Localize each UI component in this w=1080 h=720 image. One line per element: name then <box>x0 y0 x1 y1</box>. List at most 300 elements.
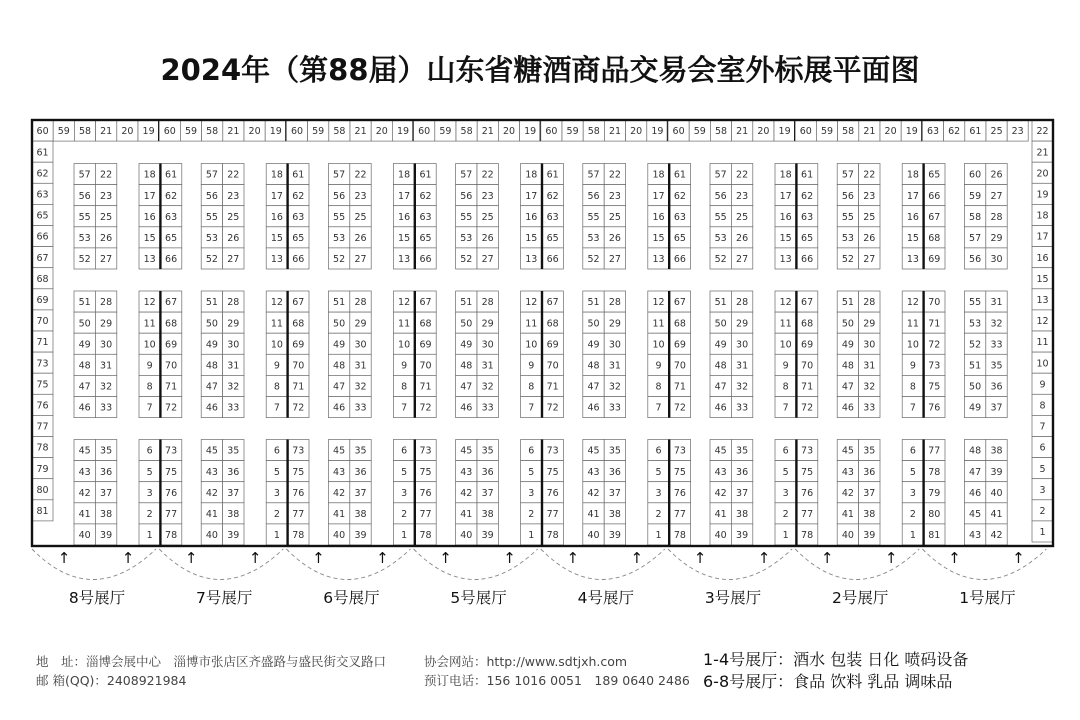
booth-hall-a-4-32: 32 <box>481 381 494 393</box>
booth-hall-a-1-38: 38 <box>100 508 113 520</box>
booth-hall-a-4-22: 22 <box>481 169 494 181</box>
booth-hall-a-6-27: 27 <box>736 254 749 266</box>
booth-hall-a-3-52: 52 <box>333 254 346 266</box>
booth-hall-b-5-68: 68 <box>673 318 686 330</box>
booth-hall-a-4-51: 51 <box>460 297 473 309</box>
booth-hall-a-4-56: 56 <box>460 190 473 202</box>
booth-hall-b-3-77: 77 <box>419 508 432 520</box>
booth-hall-a-2-52: 52 <box>205 254 218 266</box>
booth-hall-a-6-52: 52 <box>714 254 727 266</box>
booth-hall-a-5-22: 22 <box>608 169 621 181</box>
booth-hall-b-4-13: 13 <box>525 254 538 266</box>
booth-hall-a-5-33: 33 <box>608 402 621 414</box>
entrance-arrow-icon: ↑ <box>757 549 771 567</box>
booth-hall-a-7-52: 52 <box>841 254 854 266</box>
booth-hall-a-8-30: 30 <box>990 254 1003 266</box>
booth-hall-b-4-10: 10 <box>525 339 538 351</box>
booth-hall-b-3-72: 72 <box>419 402 432 414</box>
booth-hall-b-7-66: 66 <box>928 190 941 202</box>
booth-hall-b-1-13: 13 <box>143 254 156 266</box>
booth-top-6-21: 21 <box>736 126 749 138</box>
hall-label: 2号展厅 <box>832 589 889 607</box>
booth-hall-b-5-11: 11 <box>652 318 665 330</box>
booth-hall-a-7-39: 39 <box>863 530 876 542</box>
booth-hall-b-1-6: 6 <box>146 445 153 457</box>
booth-right-3: 3 <box>1039 484 1046 496</box>
booth-left-70: 70 <box>36 316 49 328</box>
booth-hall-b-1-3: 3 <box>146 487 153 499</box>
booth-top-2-59: 59 <box>184 126 198 138</box>
booth-right-18: 18 <box>1036 210 1049 222</box>
booth-hall-a-6-36: 36 <box>736 466 749 478</box>
booth-hall-a-5-39: 39 <box>608 530 621 542</box>
hall-label: 3号展厅 <box>704 589 762 607</box>
booth-hall-a-7-29: 29 <box>863 318 876 330</box>
booth-hall-a-4-53: 53 <box>460 232 473 244</box>
booth-hall-b-6-1: 1 <box>782 530 789 542</box>
booth-hall-a-7-57: 57 <box>841 169 854 181</box>
booth-hall-a-7-37: 37 <box>863 487 876 499</box>
booth-hall-a-2-50: 50 <box>205 318 218 330</box>
booth-hall-a-3-39: 39 <box>354 530 367 542</box>
booth-hall-a-4-38: 38 <box>481 508 494 520</box>
booth-hall-a-8-29: 29 <box>990 232 1003 244</box>
booth-top-5-58: 58 <box>587 126 600 138</box>
booth-top-3-60: 60 <box>290 126 304 138</box>
booth-hall-b-7-79: 79 <box>928 487 941 499</box>
booth-hall-a-7-27: 27 <box>863 254 876 266</box>
booth-hall-a-1-32: 32 <box>100 381 113 393</box>
booth-hall-a-2-36: 36 <box>227 466 240 478</box>
booth-hall-b-6-7: 7 <box>782 402 789 414</box>
entrance-arrow-icon: ↑ <box>820 549 834 567</box>
booth-hall-a-7-56: 56 <box>841 190 854 202</box>
booth-hall-a-6-38: 38 <box>736 508 749 520</box>
booth-hall-a-5-30: 30 <box>608 339 621 351</box>
booth-hall-b-4-12: 12 <box>525 297 538 309</box>
booth-hall-b-5-8: 8 <box>655 381 662 393</box>
booth-hall-a-2-41: 41 <box>205 508 218 520</box>
booth-hall-b-4-73: 73 <box>546 445 559 457</box>
booth-hall-a-2-48: 48 <box>205 360 218 372</box>
entrance-arrow-icon: ↑ <box>57 549 71 567</box>
booth-hall-b-4-69: 69 <box>546 339 559 351</box>
booth-hall-b-6-18: 18 <box>779 169 792 181</box>
entrance-arrow-icon: ↑ <box>566 549 580 567</box>
booth-top-8-63: 63 <box>926 126 940 138</box>
booth-hall-a-4-27: 27 <box>481 254 494 266</box>
booth-top-7-20: 20 <box>884 126 897 138</box>
booth-hall-b-2-78: 78 <box>292 530 305 542</box>
hall-arc-4 <box>414 549 538 580</box>
entrance-arrow-icon: ↑ <box>630 549 644 567</box>
booth-hall-a-1-31: 31 <box>100 360 113 372</box>
booth-hall-a-1-35: 35 <box>100 445 113 457</box>
booth-hall-b-7-70: 70 <box>928 297 941 309</box>
booth-hall-a-3-31: 31 <box>354 360 367 372</box>
booth-hall-a-3-51: 51 <box>333 297 346 309</box>
booth-top-5-19: 19 <box>651 126 664 138</box>
booth-hall-a-2-38: 38 <box>227 508 240 520</box>
booth-top-1-59: 59 <box>57 126 70 138</box>
booth-hall-a-7-25: 25 <box>863 211 876 223</box>
booth-hall-a-4-41: 41 <box>460 508 473 520</box>
booth-hall-b-6-76: 76 <box>801 487 814 499</box>
booth-hall-a-1-46: 46 <box>78 402 91 414</box>
booth-hall-b-7-10: 10 <box>906 339 919 351</box>
booth-hall-b-3-70: 70 <box>419 360 432 372</box>
booth-hall-a-2-46: 46 <box>205 402 218 414</box>
booth-hall-b-2-15: 15 <box>270 232 283 244</box>
booth-hall-b-1-12: 12 <box>143 297 156 309</box>
booth-hall-b-6-15: 15 <box>779 232 792 244</box>
booth-left-69: 69 <box>36 294 49 306</box>
entrance-arrow-icon: ↑ <box>248 549 262 567</box>
booth-hall-b-3-76: 76 <box>419 487 432 499</box>
booth-right-7: 7 <box>1039 421 1046 433</box>
booth-top-1-20: 20 <box>121 126 134 138</box>
booth-top-7-58: 58 <box>842 126 855 138</box>
booth-hall-b-7-5: 5 <box>909 466 916 478</box>
booth-hall-a-5-47: 47 <box>587 381 600 393</box>
booth-hall-b-4-72: 72 <box>546 402 559 414</box>
booth-hall-a-5-32: 32 <box>608 381 621 393</box>
booth-hall-b-6-11: 11 <box>779 318 792 330</box>
booth-hall-a-7-38: 38 <box>863 508 876 520</box>
booth-hall-a-7-48: 48 <box>841 360 854 372</box>
booth-hall-a-4-35: 35 <box>481 445 494 457</box>
booth-hall-a-1-50: 50 <box>78 318 91 330</box>
booth-hall-a-4-48: 48 <box>460 360 473 372</box>
booth-hall-b-5-9: 9 <box>655 360 662 372</box>
booth-hall-a-5-55: 55 <box>587 211 600 223</box>
booth-hall-b-5-13: 13 <box>652 254 665 266</box>
booth-hall-a-5-41: 41 <box>587 508 600 520</box>
booth-hall-a-8-56: 56 <box>969 254 982 266</box>
booth-hall-b-5-61: 61 <box>673 169 686 181</box>
booth-hall-a-8-33: 33 <box>990 339 1003 351</box>
page-title: 2024年（第88届）山东省糖酒商品交易会室外标展平面图 <box>160 53 920 87</box>
booth-hall-a-6-55: 55 <box>714 211 727 223</box>
booth-top-2-58: 58 <box>206 126 219 138</box>
booth-hall-a-1-39: 39 <box>100 530 113 542</box>
booth-hall-a-5-43: 43 <box>587 466 600 478</box>
booth-hall-a-1-40: 40 <box>78 530 91 542</box>
booth-top-6-59: 59 <box>693 126 706 138</box>
booth-hall-a-3-46: 46 <box>333 402 346 414</box>
booth-hall-a-1-42: 42 <box>78 487 91 499</box>
booth-hall-b-2-9: 9 <box>273 360 280 372</box>
booth-hall-a-6-37: 37 <box>736 487 749 499</box>
booth-hall-b-3-11: 11 <box>398 318 411 330</box>
booth-hall-a-5-51: 51 <box>587 297 600 309</box>
booth-hall-b-6-12: 12 <box>779 297 792 309</box>
booth-hall-b-4-70: 70 <box>546 360 559 372</box>
booth-hall-a-4-43: 43 <box>460 466 473 478</box>
legend-halls-6-8: 6-8号展厅：食品 饮料 乳品 调味品 <box>703 672 953 691</box>
booth-hall-a-8-43: 43 <box>969 530 982 542</box>
booth-hall-b-6-10: 10 <box>779 339 792 351</box>
booth-hall-a-8-59: 59 <box>969 190 982 202</box>
booth-hall-a-1-27: 27 <box>100 254 113 266</box>
booth-hall-b-2-11: 11 <box>270 318 283 330</box>
booth-hall-a-2-29: 29 <box>227 318 240 330</box>
booth-hall-b-4-17: 17 <box>525 190 538 202</box>
booth-top-6-19: 19 <box>778 126 791 138</box>
hall-label: 6号展厅 <box>323 589 380 607</box>
phone-text: 预订电话：156 1016 0051 189 0640 2486 <box>424 673 690 688</box>
booth-hall-b-6-77: 77 <box>801 508 814 520</box>
booth-hall-b-7-68: 68 <box>928 232 941 244</box>
entrance-arrow-icon: ↑ <box>884 549 898 567</box>
booth-hall-b-6-9: 9 <box>782 360 789 372</box>
booth-hall-a-4-25: 25 <box>481 211 494 223</box>
booth-hall-a-4-23: 23 <box>481 190 494 202</box>
hall-label: 8号展厅 <box>68 589 126 607</box>
booth-hall-a-2-33: 33 <box>227 402 240 414</box>
booth-hall-a-2-37: 37 <box>227 487 240 499</box>
booth-right-16: 16 <box>1036 252 1049 264</box>
booth-hall-a-6-43: 43 <box>714 466 727 478</box>
booth-hall-a-4-36: 36 <box>481 466 494 478</box>
booth-hall-a-7-45: 45 <box>841 445 854 457</box>
booth-hall-b-5-72: 72 <box>673 402 686 414</box>
booth-hall-b-2-13: 13 <box>270 254 283 266</box>
booth-hall-b-3-3: 3 <box>401 487 408 499</box>
booth-hall-a-3-50: 50 <box>333 318 346 330</box>
booth-hall-b-5-76: 76 <box>673 487 686 499</box>
booth-hall-a-6-53: 53 <box>714 232 727 244</box>
booth-right-13: 13 <box>1036 294 1049 306</box>
booth-hall-b-7-71: 71 <box>928 318 941 330</box>
booth-hall-b-5-15: 15 <box>652 232 665 244</box>
booth-hall-a-3-57: 57 <box>333 169 346 181</box>
booth-hall-b-4-16: 16 <box>525 211 538 223</box>
booth-hall-b-7-75: 75 <box>928 381 941 393</box>
booth-hall-a-5-23: 23 <box>608 190 621 202</box>
booth-hall-b-5-10: 10 <box>652 339 665 351</box>
booth-hall-b-7-80: 80 <box>928 508 941 520</box>
booth-hall-a-7-30: 30 <box>863 339 876 351</box>
booth-right-19: 19 <box>1036 189 1049 201</box>
booth-hall-a-3-22: 22 <box>354 169 367 181</box>
booth-hall-a-1-30: 30 <box>100 339 113 351</box>
legend-halls-1-4: 1-4号展厅：酒水 包装 日化 喷码设备 <box>703 650 969 669</box>
booth-hall-a-2-35: 35 <box>227 445 240 457</box>
booth-hall-a-1-36: 36 <box>100 466 113 478</box>
booth-hall-b-3-66: 66 <box>419 254 432 266</box>
booth-hall-b-4-11: 11 <box>525 318 538 330</box>
booth-hall-a-3-38: 38 <box>354 508 367 520</box>
booth-hall-b-6-72: 72 <box>801 402 814 414</box>
booth-hall-b-6-5: 5 <box>782 466 789 478</box>
booth-hall-a-3-29: 29 <box>354 318 367 330</box>
booth-hall-a-8-58: 58 <box>969 211 982 223</box>
hall-arc-2 <box>159 549 283 580</box>
booth-hall-a-4-46: 46 <box>460 402 473 414</box>
booth-right-15: 15 <box>1036 273 1049 285</box>
entrance-arrow-icon: ↑ <box>693 549 707 567</box>
booth-hall-a-3-53: 53 <box>333 232 346 244</box>
booth-top-8-61: 61 <box>969 126 982 138</box>
booth-hall-b-1-5: 5 <box>146 466 153 478</box>
booth-hall-b-1-66: 66 <box>165 254 178 266</box>
booth-hall-a-4-28: 28 <box>481 297 494 309</box>
booth-hall-b-5-71: 71 <box>673 381 686 393</box>
booth-hall-b-5-2: 2 <box>655 508 662 520</box>
booth-hall-a-3-23: 23 <box>354 190 367 202</box>
booth-hall-b-5-7: 7 <box>655 402 662 414</box>
booth-hall-b-1-15: 15 <box>143 232 156 244</box>
booth-hall-b-5-77: 77 <box>673 508 686 520</box>
booth-hall-a-8-26: 26 <box>990 169 1003 181</box>
booth-hall-a-3-47: 47 <box>333 381 346 393</box>
booth-hall-b-7-16: 16 <box>906 211 919 223</box>
booth-left-62: 62 <box>36 168 49 180</box>
booth-hall-b-4-6: 6 <box>528 445 535 457</box>
booth-hall-b-7-12: 12 <box>906 297 919 309</box>
booth-right-5: 5 <box>1039 463 1046 475</box>
booth-top-4-19: 19 <box>524 126 537 138</box>
booth-hall-a-2-23: 23 <box>227 190 240 202</box>
hall-label: 4号展厅 <box>577 589 634 607</box>
entrance-arrow-icon: ↑ <box>376 549 389 567</box>
booth-hall-a-1-45: 45 <box>78 445 91 457</box>
booth-hall-a-4-26: 26 <box>481 232 494 244</box>
booth-hall-b-2-7: 7 <box>273 402 280 414</box>
entrance-arrow-icon: ↑ <box>1012 549 1025 567</box>
booth-hall-a-1-52: 52 <box>78 254 91 266</box>
booth-hall-a-8-41: 41 <box>990 508 1003 520</box>
booth-hall-a-3-28: 28 <box>354 297 367 309</box>
booth-hall-b-5-78: 78 <box>673 530 686 542</box>
booth-top-1-21: 21 <box>100 126 113 138</box>
booth-hall-a-6-39: 39 <box>736 530 749 542</box>
booth-top-1-19: 19 <box>142 126 155 138</box>
booth-hall-a-7-22: 22 <box>863 169 876 181</box>
booth-hall-b-7-7: 7 <box>909 402 916 414</box>
booth-hall-a-2-49: 49 <box>205 339 218 351</box>
booth-hall-a-3-45: 45 <box>333 445 346 457</box>
booth-hall-b-4-62: 62 <box>546 190 559 202</box>
entrance-arrow-icon: ↑ <box>184 549 198 567</box>
booth-hall-b-4-5: 5 <box>528 466 535 478</box>
booth-top-7-21: 21 <box>863 126 876 138</box>
booth-hall-a-6-49: 49 <box>714 339 727 351</box>
booth-hall-b-1-71: 71 <box>165 381 178 393</box>
booth-hall-a-7-23: 23 <box>863 190 876 202</box>
booth-hall-b-3-7: 7 <box>401 402 408 414</box>
booth-hall-b-6-67: 67 <box>801 297 814 309</box>
booth-top-8-62: 62 <box>948 126 961 138</box>
booth-hall-b-2-17: 17 <box>270 190 283 202</box>
booth-hall-a-3-36: 36 <box>354 466 367 478</box>
booth-hall-b-4-78: 78 <box>546 530 559 542</box>
booth-top-4-59: 59 <box>439 126 452 138</box>
booth-hall-a-6-42: 42 <box>714 487 727 499</box>
booth-top-5-60: 60 <box>545 126 558 138</box>
booth-hall-b-5-1: 1 <box>655 530 662 542</box>
booth-hall-a-7-55: 55 <box>841 211 854 223</box>
booth-left-73: 73 <box>36 358 49 370</box>
booth-hall-a-1-22: 22 <box>100 169 113 181</box>
booth-hall-a-8-36: 36 <box>990 381 1003 393</box>
booth-hall-a-4-52: 52 <box>460 254 473 266</box>
booth-hall-a-4-37: 37 <box>481 487 494 499</box>
booth-top-3-58: 58 <box>333 126 346 138</box>
booth-top-7-60: 60 <box>799 126 812 138</box>
booth-hall-a-1-37: 37 <box>100 487 113 499</box>
hall-arc-8 <box>922 549 1046 580</box>
booth-hall-b-5-5: 5 <box>655 466 662 478</box>
booth-hall-b-5-65: 65 <box>673 232 686 244</box>
booth-hall-a-7-47: 47 <box>841 381 854 393</box>
hall-label: 5号展厅 <box>450 589 507 607</box>
booth-hall-a-5-26: 26 <box>608 232 621 244</box>
booth-hall-b-5-66: 66 <box>673 254 686 266</box>
booth-hall-a-3-27: 27 <box>354 254 367 266</box>
booth-hall-b-2-76: 76 <box>292 487 305 499</box>
booth-top-5-21: 21 <box>608 126 622 138</box>
booth-hall-b-6-2: 2 <box>782 508 789 520</box>
booth-right-20: 20 <box>1036 168 1049 180</box>
booth-hall-b-1-63: 63 <box>165 211 178 223</box>
booth-right-1: 1 <box>1039 527 1046 539</box>
booth-hall-a-5-25: 25 <box>608 211 621 223</box>
booth-right-8: 8 <box>1039 400 1046 412</box>
booth-hall-b-2-1: 1 <box>273 530 280 542</box>
booth-hall-a-2-22: 22 <box>227 169 240 181</box>
booth-hall-b-1-69: 69 <box>165 339 178 351</box>
booth-top-3-59: 59 <box>312 126 325 138</box>
booth-hall-b-6-8: 8 <box>782 381 789 393</box>
booth-hall-b-5-12: 12 <box>652 297 665 309</box>
booth-hall-b-3-68: 68 <box>419 318 432 330</box>
booth-left-79: 79 <box>36 463 49 475</box>
booth-top-5-59: 59 <box>566 126 579 138</box>
booth-left-61: 61 <box>36 147 49 159</box>
booth-left-67: 67 <box>36 252 49 264</box>
booth-hall-a-6-40: 40 <box>714 530 727 542</box>
booth-hall-b-2-68: 68 <box>292 318 305 330</box>
booth-hall-b-4-3: 3 <box>528 487 535 499</box>
booth-hall-b-3-2: 2 <box>401 508 408 520</box>
booth-hall-a-3-49: 49 <box>333 339 346 351</box>
booth-hall-b-1-10: 10 <box>143 339 156 351</box>
booth-hall-b-3-12: 12 <box>398 297 411 309</box>
booth-hall-b-1-11: 11 <box>143 318 156 330</box>
booth-hall-b-1-70: 70 <box>165 360 178 372</box>
booth-hall-a-6-47: 47 <box>714 381 727 393</box>
booth-hall-a-2-53: 53 <box>205 232 218 244</box>
booth-hall-a-7-53: 53 <box>841 232 854 244</box>
booth-hall-b-4-67: 67 <box>546 297 559 309</box>
booth-hall-a-5-46: 46 <box>587 402 600 414</box>
booth-hall-b-1-9: 9 <box>146 360 153 372</box>
booth-hall-a-4-30: 30 <box>481 339 494 351</box>
booth-hall-a-6-30: 30 <box>736 339 749 351</box>
booth-hall-a-1-48: 48 <box>78 360 91 372</box>
booth-hall-a-6-22: 22 <box>736 169 749 181</box>
booth-hall-a-6-26: 26 <box>736 232 749 244</box>
booth-hall-a-7-41: 41 <box>841 508 854 520</box>
booth-hall-a-1-53: 53 <box>78 232 91 244</box>
booth-hall-b-2-65: 65 <box>292 232 305 244</box>
booth-hall-a-7-51: 51 <box>841 297 854 309</box>
booth-hall-a-7-42: 42 <box>841 487 854 499</box>
booth-hall-b-1-62: 62 <box>165 190 178 202</box>
booth-top-1-60: 60 <box>36 126 49 138</box>
